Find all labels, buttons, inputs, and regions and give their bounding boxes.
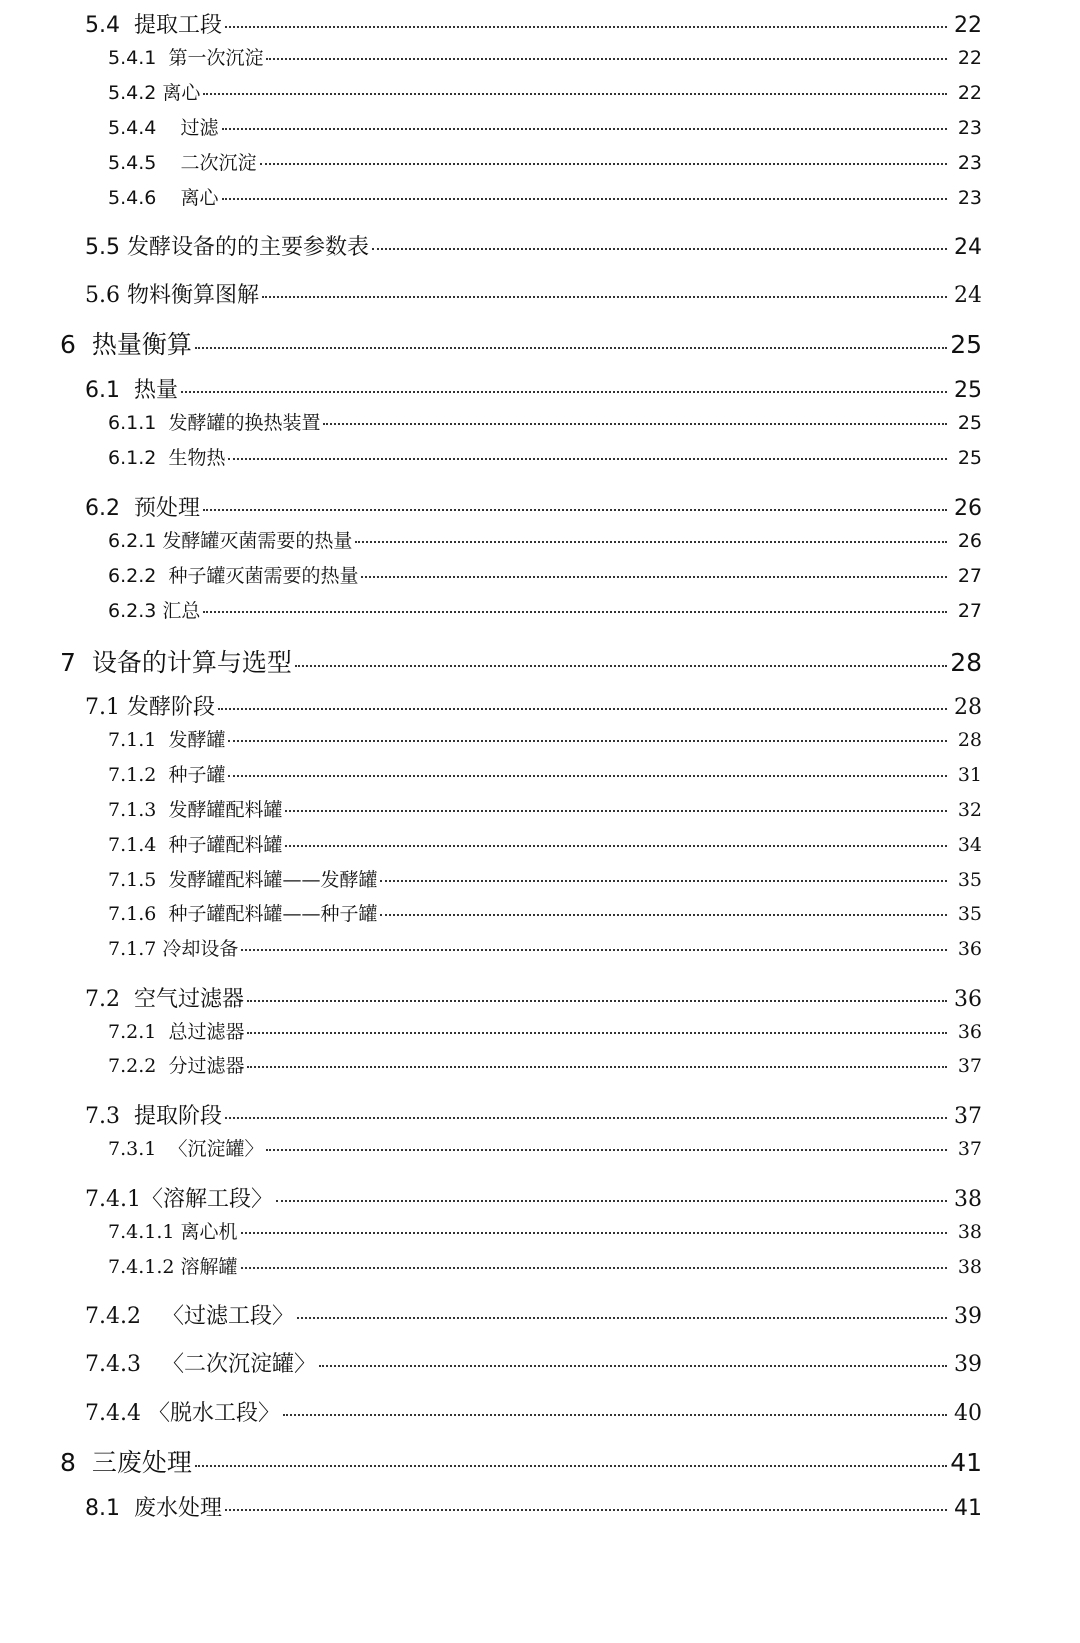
toc-entry[interactable] (85, 1347, 982, 1378)
toc-entry-number: 7.3.1 (108, 1138, 157, 1160)
toc-entry-spacer (156, 1138, 168, 1160)
toc-entry-page-number: 41 (954, 1496, 982, 1521)
toc-entry-title: 预处理 (134, 496, 201, 521)
toc-entry-title: 冷却设备 (162, 938, 239, 960)
toc-entry[interactable] (108, 1017, 982, 1044)
dot-leader (228, 458, 947, 460)
toc-entry-page-number: 22 (957, 47, 982, 69)
toc-entry-page-number: 22 (954, 13, 982, 38)
dot-leader (323, 423, 947, 425)
dot-leader (241, 1232, 947, 1234)
dot-leader (361, 576, 947, 578)
toc-entry-number: 6.2.1 (108, 530, 157, 552)
toc-entry-page-number: 23 (957, 117, 982, 139)
toc-entry-title: 离心 (162, 82, 201, 104)
toc-entry-page-number: 37 (957, 1138, 982, 1160)
toc-entry-page-number: 23 (957, 187, 982, 209)
toc-entry-title: 发酵罐配料罐 (168, 799, 283, 821)
toc-entry-title: 种子罐配料罐 (168, 834, 283, 856)
dot-leader (228, 775, 947, 777)
toc-entry-title: 废水处理 (134, 1496, 223, 1521)
toc-entry-page-number: 23 (957, 152, 982, 174)
toc-entry-title: 三废处理 (91, 1448, 192, 1477)
toc-entry[interactable] (108, 183, 982, 210)
toc-entry-spacer (156, 152, 180, 174)
toc-entry-title: 〈溶解工段〉 (140, 1187, 273, 1212)
dot-leader (266, 1149, 947, 1151)
dot-leader (285, 845, 947, 847)
toc-entry-number: 7.1.7 (108, 938, 157, 960)
toc-entry-spacer (76, 330, 92, 359)
toc-entry-page-number: 31 (957, 764, 982, 786)
toc-entry-page-number: 25 (950, 330, 982, 359)
toc-entry-spacer (120, 13, 134, 38)
toc-entry[interactable] (60, 643, 982, 679)
toc-entry-title: 种子罐 (168, 764, 226, 786)
dot-leader (195, 1465, 947, 1467)
toc-entry-spacer (120, 235, 127, 260)
toc-entry-spacer (156, 764, 168, 786)
toc-entry-number: 7.4.3 (85, 1352, 141, 1377)
dot-leader (247, 1032, 947, 1034)
toc-entry-page-number: 27 (957, 600, 982, 622)
toc-entry-page-number: 34 (957, 834, 982, 856)
toc-entry-page-number: 24 (954, 283, 982, 308)
dot-leader (297, 1317, 947, 1319)
toc-entry-number: 5.4.6 (108, 187, 157, 209)
toc-entry-number: 7.4.1.1 (108, 1221, 175, 1243)
toc-entry[interactable] (108, 408, 982, 435)
toc-entry-title: 第一次沉淀 (168, 47, 264, 69)
toc-entry-number: 8.1 (85, 1496, 120, 1521)
toc-entry[interactable] (108, 113, 982, 140)
toc-entry[interactable] (108, 760, 982, 787)
toc-entry[interactable] (108, 148, 982, 175)
toc-entry[interactable] (85, 690, 982, 721)
toc-entry-page-number: 28 (954, 695, 982, 720)
dot-leader (203, 611, 947, 613)
toc-entry-number: 7.4.1 (85, 1187, 141, 1212)
dot-leader (241, 1267, 947, 1269)
toc-entry[interactable] (85, 278, 982, 309)
toc-entry[interactable] (108, 830, 982, 857)
toc-entry-spacer (120, 695, 127, 720)
toc-entry-number: 6.1.1 (108, 412, 157, 434)
dot-leader (276, 1200, 947, 1202)
toc-entry-page-number: 39 (954, 1304, 982, 1329)
dot-leader (262, 296, 947, 298)
toc-entry-page-number: 26 (954, 496, 982, 521)
toc-entry-page-number: 37 (957, 1055, 982, 1077)
toc-entry-page-number: 28 (957, 729, 982, 751)
toc-entry-spacer (76, 648, 92, 677)
toc-entry-spacer (156, 565, 168, 587)
toc-entry-number: 7.1.3 (108, 799, 157, 821)
toc-entry[interactable] (108, 899, 982, 926)
toc-entry-spacer (120, 987, 134, 1012)
toc-entry-page-number: 25 (954, 378, 982, 403)
toc-entry[interactable] (108, 1217, 982, 1244)
toc-entry-spacer (141, 1304, 162, 1329)
toc-entry-title: 发酵罐配料罐——发酵罐 (168, 869, 378, 891)
toc-entry[interactable] (108, 78, 982, 105)
toc-entry-spacer (76, 1448, 92, 1477)
toc-entry[interactable] (85, 1491, 982, 1522)
toc-entry-page-number: 36 (957, 1021, 982, 1043)
toc-entry-number: 7.1.5 (108, 869, 157, 891)
dot-leader (380, 914, 947, 916)
toc-entry-spacer (120, 496, 134, 521)
dot-leader (241, 949, 947, 951)
toc-entry-number: 5.4.4 (108, 117, 157, 139)
dot-leader (380, 880, 947, 882)
toc-entry-spacer (120, 1104, 134, 1129)
toc-entry-page-number: 38 (954, 1187, 982, 1212)
toc-entry-title: 发酵阶段 (127, 695, 216, 720)
dot-leader (203, 93, 947, 95)
dot-leader (283, 1414, 947, 1416)
toc-entry[interactable] (85, 982, 982, 1013)
toc-entry-spacer (156, 47, 168, 69)
toc-entry-number: 7.2.2 (108, 1055, 157, 1077)
dot-leader (266, 58, 947, 60)
toc-entry[interactable] (108, 561, 982, 588)
dot-leader (181, 391, 947, 393)
toc-entry-title: 设备的计算与选型 (91, 648, 292, 677)
dot-leader (225, 26, 947, 28)
toc-entry-number: 6.2.3 (108, 600, 157, 622)
toc-entry-title: 空气过滤器 (134, 987, 245, 1012)
toc-entry-title: 汇总 (162, 600, 201, 622)
toc-entry-page-number: 38 (957, 1221, 982, 1243)
toc-entry-page-number: 28 (950, 648, 982, 677)
toc-entry-page-number: 40 (954, 1401, 982, 1426)
toc-entry[interactable] (85, 1182, 982, 1213)
dot-leader (225, 1117, 947, 1119)
toc-entry-title: 〈脱水工段〉 (147, 1401, 280, 1426)
toc-entry-title: 分过滤器 (168, 1055, 245, 1077)
toc-entry-number: 6.1 (85, 378, 120, 403)
toc-entry-number: 7.2.1 (108, 1021, 157, 1043)
toc-entry-page-number: 41 (950, 1448, 982, 1477)
dot-leader (319, 1365, 947, 1367)
toc-entry-title: 生物热 (168, 447, 226, 469)
toc-entry[interactable] (108, 526, 982, 553)
toc-entry[interactable] (108, 865, 982, 892)
dot-leader (355, 541, 947, 543)
dot-leader (247, 1066, 947, 1068)
toc-entry[interactable] (85, 8, 982, 39)
toc-entry-number: 7.1 (85, 695, 120, 720)
toc-entry[interactable] (108, 795, 982, 822)
toc-entry[interactable] (85, 491, 982, 522)
toc-entry-spacer (156, 117, 180, 139)
toc-entry-title: 离心 (180, 187, 219, 209)
dot-leader (228, 740, 947, 742)
toc-entry-spacer (156, 412, 168, 434)
toc-entry-title: 发酵罐灭菌需要的热量 (162, 530, 353, 552)
dot-leader (195, 347, 947, 349)
toc-entry[interactable] (108, 1051, 982, 1078)
toc-entry[interactable] (85, 230, 982, 261)
toc-entry-page-number: 35 (957, 903, 982, 925)
toc-entry-title: 二次沉淀 (180, 152, 257, 174)
toc-entry[interactable] (108, 443, 982, 470)
toc-entry-title: 发酵设备的的主要参数表 (127, 235, 370, 260)
toc-entry-spacer (156, 834, 168, 856)
toc-entry-number: 6.1.2 (108, 447, 157, 469)
toc-entry[interactable] (60, 1443, 982, 1479)
toc-entry-title: 热量 (134, 378, 179, 403)
toc-entry-title: 种子罐灭菌需要的热量 (168, 565, 359, 587)
toc-entry-page-number: 26 (957, 530, 982, 552)
toc-entry-number: 5.6 (85, 283, 120, 308)
toc-entry-spacer (120, 378, 134, 403)
toc-entry-page-number: 25 (957, 412, 982, 434)
toc-entry-number: 5.4.5 (108, 152, 157, 174)
toc-entry[interactable] (60, 325, 982, 361)
toc-entry-title: 提取工段 (134, 13, 223, 38)
toc-entry[interactable] (108, 1134, 982, 1161)
toc-entry-page-number: 22 (957, 82, 982, 104)
toc-entry-number: 7.1.6 (108, 903, 157, 925)
toc-entry-number: 7.4.1.2 (108, 1256, 175, 1278)
toc-entry[interactable] (108, 596, 982, 623)
toc-entry-number: 7 (60, 648, 76, 677)
toc-entry-spacer (156, 1055, 168, 1077)
toc-entry-title: 过滤 (180, 117, 219, 139)
toc-entry-title: 〈过滤工段〉 (161, 1304, 294, 1329)
toc-entry-page-number: 36 (954, 987, 982, 1012)
toc-entry-page-number: 39 (954, 1352, 982, 1377)
toc-entry-number: 6.2.2 (108, 565, 157, 587)
toc-entry-spacer (120, 283, 127, 308)
toc-entry-number: 8 (60, 1448, 76, 1477)
toc-entry[interactable] (85, 373, 982, 404)
toc-entry-spacer (156, 869, 168, 891)
toc-entry-page-number: 35 (957, 869, 982, 891)
toc-entry[interactable] (85, 1099, 982, 1130)
dot-leader (225, 1509, 947, 1511)
dot-leader (285, 810, 947, 812)
toc-entry-page-number: 32 (957, 799, 982, 821)
toc-entry[interactable] (108, 43, 982, 70)
dot-leader (222, 198, 947, 200)
toc-entry-number: 5.4 (85, 13, 120, 38)
toc-entry-number: 5.4.2 (108, 82, 157, 104)
toc-entry-title: 溶解罐 (180, 1256, 238, 1278)
toc-entry-page-number: 36 (957, 938, 982, 960)
toc-entry-title: 〈沉淀罐〉 (168, 1138, 264, 1160)
toc-entry-title: 〈二次沉淀罐〉 (161, 1352, 316, 1377)
toc-entry-title: 种子罐配料罐——种子罐 (168, 903, 378, 925)
dot-leader (222, 128, 947, 130)
toc-entry-number: 5.4.1 (108, 47, 157, 69)
toc-entry-title: 发酵罐的换热装置 (168, 412, 321, 434)
toc-entry-spacer (141, 1352, 162, 1377)
toc-entry-spacer (156, 1021, 168, 1043)
toc-entry-number: 7.1.1 (108, 729, 157, 751)
toc-entry[interactable] (108, 725, 982, 752)
toc-entry-page-number: 27 (957, 565, 982, 587)
dot-leader (260, 163, 947, 165)
toc-entry[interactable] (85, 1299, 982, 1330)
toc-entry-spacer (156, 447, 168, 469)
toc-entry-title: 发酵罐 (168, 729, 226, 751)
toc-entry-title: 提取阶段 (134, 1104, 223, 1129)
toc-entry[interactable] (85, 1396, 982, 1427)
toc-entry-number: 5.5 (85, 235, 120, 260)
toc-entry-number: 7.1.4 (108, 834, 157, 856)
toc-entry-title: 热量衡算 (91, 330, 192, 359)
toc-entry-number: 7.4.4 (85, 1401, 141, 1426)
toc-entry-title: 总过滤器 (168, 1021, 245, 1043)
dot-leader (247, 1000, 947, 1002)
toc-entry-number: 7.2 (85, 987, 120, 1012)
toc-entry[interactable] (108, 934, 982, 961)
dot-leader (372, 248, 947, 250)
toc-entry-number: 7.3 (85, 1104, 120, 1129)
toc-entry-spacer (141, 1401, 148, 1426)
toc-entry-page-number: 38 (957, 1256, 982, 1278)
toc-entry-spacer (156, 799, 168, 821)
toc-entry-title: 离心机 (180, 1221, 238, 1243)
dot-leader (295, 665, 947, 667)
toc-entry-title: 物料衡算图解 (127, 283, 260, 308)
toc-entry-number: 7.4.2 (85, 1304, 141, 1329)
toc-entry-spacer (120, 1496, 134, 1521)
toc-entry-spacer (156, 187, 180, 209)
toc-entry-spacer (156, 729, 168, 751)
toc-entry-number: 6 (60, 330, 76, 359)
dot-leader (218, 708, 947, 710)
toc-entry-page-number: 37 (954, 1104, 982, 1129)
toc-entry-page-number: 25 (957, 447, 982, 469)
toc-entry-page-number: 24 (954, 235, 982, 260)
toc-entry-spacer (156, 903, 168, 925)
toc-entry-number: 7.1.2 (108, 764, 157, 786)
toc-entry[interactable] (108, 1252, 982, 1279)
toc-entry-number: 6.2 (85, 496, 120, 521)
dot-leader (203, 509, 947, 511)
